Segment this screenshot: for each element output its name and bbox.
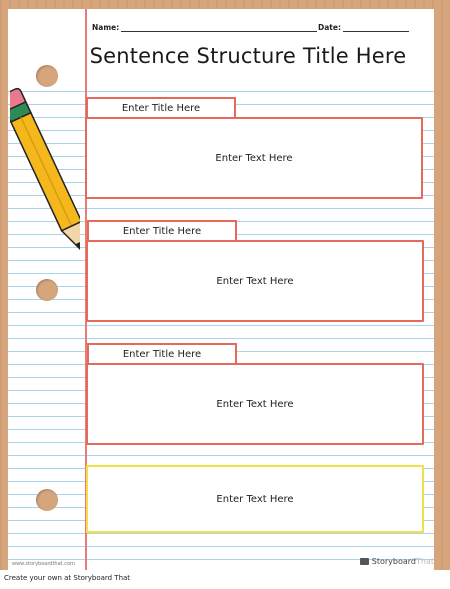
date-input-line[interactable] bbox=[343, 22, 409, 32]
watermark-brand-main: Storyboard bbox=[371, 557, 416, 566]
section-3-text-box[interactable]: Enter Text Here bbox=[86, 363, 424, 445]
name-input-line[interactable] bbox=[121, 22, 317, 32]
watermark-brand-faded: That bbox=[416, 557, 434, 566]
storyboard-logo-icon bbox=[360, 558, 369, 565]
section-1-text-box[interactable]: Enter Text Here bbox=[85, 117, 423, 199]
section-2-title-tab[interactable]: Enter Title Here bbox=[87, 220, 237, 240]
pencil-icon bbox=[10, 64, 80, 274]
watermark-url: www.storyboardthat.com bbox=[12, 561, 75, 567]
date-label: Date: bbox=[318, 23, 341, 32]
final-text-box[interactable]: Enter Text Here bbox=[86, 465, 424, 533]
binder-hole-bottom bbox=[36, 489, 58, 511]
name-label: Name: bbox=[92, 23, 120, 32]
section-3-title-tab[interactable]: Enter Title Here bbox=[87, 343, 237, 363]
section-1-title-tab[interactable]: Enter Title Here bbox=[86, 97, 236, 117]
date-field[interactable] bbox=[318, 22, 409, 32]
section-2-text-box[interactable]: Enter Text Here bbox=[86, 240, 424, 322]
storyboard-watermark bbox=[360, 557, 434, 566]
page-title[interactable]: Sentence Structure Title Here bbox=[89, 44, 407, 68]
binder-hole-middle bbox=[36, 279, 58, 301]
name-field[interactable] bbox=[92, 22, 317, 32]
footer-credit: Create your own at Storyboard That bbox=[4, 574, 131, 582]
